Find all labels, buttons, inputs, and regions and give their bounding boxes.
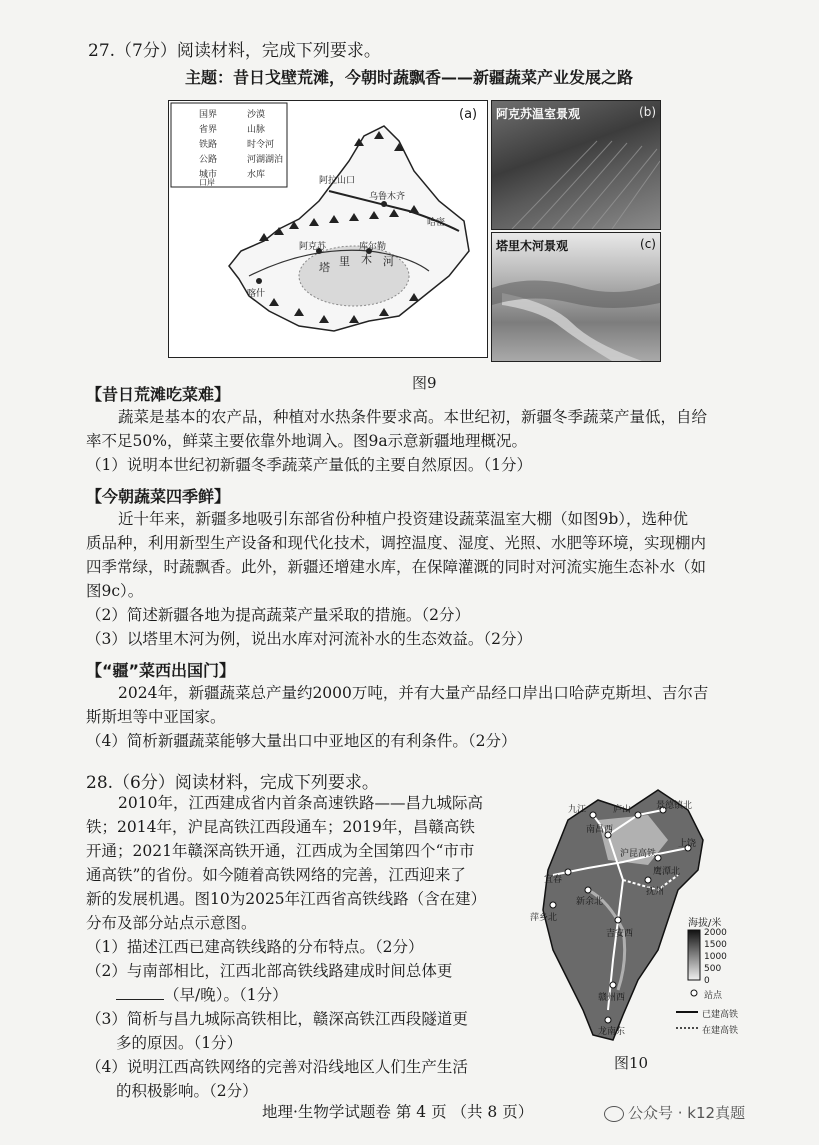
legend-station-dot <box>691 990 697 996</box>
q27-header: 27.（7分）阅读材料，完成下列要求。 <box>88 41 381 61</box>
label-mu: 木 <box>361 253 372 266</box>
legend-railway: 铁路 <box>199 140 218 150</box>
q28-question-3-line2: 多的原因。（1分） <box>116 1034 243 1052</box>
q28-question-4-line1: （4）说明江西高铁网络的完善对沿线地区人们生产生活 <box>86 1058 468 1076</box>
legend-reservoir: 水库 <box>247 170 266 180</box>
legend-province: 省界 <box>199 125 218 135</box>
q28-question-4-line2: 的积极影响。（2分） <box>116 1082 258 1100</box>
elev-tick-1000: 1000 <box>704 952 727 962</box>
station-jiujiang: 九江 <box>568 805 587 815</box>
elev-tick-2000: 2000 <box>704 928 727 938</box>
q28-header: 28.（6分）阅读材料，完成下列要求。 <box>86 773 379 793</box>
q27-sec2-line4: 图9c）。 <box>86 582 144 600</box>
q28-question-3-line1: （3）简析与昌九城际高铁相比，赣深高铁江西段隧道更 <box>86 1010 468 1028</box>
legend-elevation-title: 海拔/米 <box>688 918 722 929</box>
label-li: 里 <box>339 255 350 268</box>
legend-built-label: 已建高铁 <box>702 1010 739 1020</box>
figure-9a-map <box>168 100 488 358</box>
q27-sec1-line2: 率不足50%，鲜菜主要依靠外地调入。图9a示意新疆地理概况。 <box>86 432 528 450</box>
elev-tick-0: 0 <box>704 976 710 986</box>
label-hukun-rail: 沪昆高铁 <box>620 849 657 859</box>
q27-question-1: （1）说明本世纪初新疆冬季蔬菜产量低的主要自然原因。（1分） <box>86 456 532 474</box>
label-urumqi: 乌鲁木齐 <box>369 192 406 202</box>
q28-question-2-line1: （2）与南部相比，江西北部高铁线路建成时间总体更 <box>86 962 453 980</box>
legend-border: 国界 <box>199 110 218 120</box>
page-footer: 地理·生物学试题卷 第 4 页 （共 8 页） <box>262 1103 534 1121</box>
q28-line2: 铁；2014年，沪昆高铁江西段通车；2019年，昌赣高铁 <box>86 818 475 836</box>
label-alashankou: 阿拉山口 <box>319 176 356 186</box>
station-jian: 吉安西 <box>606 929 634 939</box>
label-aksu: 阿克苏 <box>299 242 327 252</box>
wechat-icon <box>604 1106 624 1122</box>
q28-line1: 2010年，江西建成省内首条高速铁路——昌九城际高 <box>118 794 483 812</box>
label-he: 河 <box>383 255 394 268</box>
panel-a-label: (a) <box>459 107 478 122</box>
q28-line3: 开通；2021年赣深高铁开通，江西成为全国第四个“市市 <box>86 842 475 860</box>
legend-building-label: 在建高铁 <box>702 1026 739 1036</box>
elevation-scale <box>688 930 700 980</box>
label-hami: 哈密 <box>427 218 446 228</box>
panel-c-label: (c) <box>640 237 656 251</box>
station-jingdezhen: 景德镇北 <box>656 801 693 811</box>
q28-question-1: （1）描述江西已建高铁线路的分布特点。（2分） <box>86 938 424 956</box>
q27-sec1-heading: 【昔日荒滩吃菜难】 <box>86 385 231 404</box>
q27-sec2-line2: 质品种，利用新型生产设备和现代化技术，调控温度、湿度、光照、水肥等环境，实现棚内 <box>86 534 707 552</box>
station-yingtan: 鹰潭北 <box>653 867 681 877</box>
kashgar-dot <box>256 278 262 284</box>
station-ganzhou: 赣州西 <box>598 993 626 1003</box>
station-yichun: 宜春 <box>544 875 563 885</box>
q28-line5: 新的发展机遇。图10为2025年江西省高铁线路（含在建） <box>86 890 487 908</box>
q27-theme-title: 主题：昔日戈壁荒滩，今朝时蔬飘香——新疆蔬菜产业发展之路 <box>185 68 634 87</box>
figure-10-caption: 图10 <box>614 1054 649 1072</box>
legend-road: 公路 <box>199 155 218 165</box>
panel-b-label: (b) <box>639 105 656 119</box>
q27-sec2-line3: 四季常绿，时蔬飘香。此外，新疆还增建水库，在保障灌溉的同时对河流实施生态补水（如 <box>86 558 707 576</box>
q27-sec1-line1: 蔬菜是基本的农产品，种植对水热条件要求高。本世纪初，新疆冬季蔬菜产量低，自给 <box>118 408 708 426</box>
q28-question-2-line2: （早/晚）。（1分） <box>116 982 288 1008</box>
station-xinyu: 新余北 <box>576 897 604 907</box>
legend-mountain: 山脉 <box>247 125 266 135</box>
station-nanchangxi: 南昌西 <box>586 825 614 835</box>
legend-port: 口岸 <box>199 178 215 187</box>
legend-seasonal-river: 时令河 <box>247 140 275 150</box>
q28-line4: 通高铁”的省份。如今随着高铁网络的完善，江西迎来了 <box>86 866 466 884</box>
station-lushan: 庐山 <box>613 805 632 815</box>
answer-blank[interactable] <box>116 985 164 1000</box>
label-ta: 塔 <box>319 261 330 274</box>
figure-9b-photo <box>491 100 661 230</box>
elev-tick-1500: 1500 <box>704 940 727 950</box>
q27-sec2-heading: 【今朝蔬菜四季鲜】 <box>86 487 231 506</box>
label-korla: 库尔勒 <box>359 242 387 252</box>
station-shangrao: 上饶 <box>678 839 697 849</box>
legend-lake: 河湖湖泊 <box>247 155 284 165</box>
figure-10-map <box>528 780 750 1048</box>
q27-question-2: （2）简述新疆各地为提高蔬菜产量采取的措施。（2分） <box>86 606 470 624</box>
q27-question-4: （4）简析新疆蔬菜能够大量出口中亚地区的有利条件。（2分） <box>86 732 517 750</box>
figure-9-caption: 图9 <box>412 374 437 392</box>
q27-question-3: （3）以塔里木河为例，说出水库对河流补水的生态效益。（2分） <box>86 630 532 648</box>
photo-c-label: 塔里木河景观 <box>496 239 569 253</box>
photo-b-label: 阿克苏温室景观 <box>496 107 581 121</box>
q27-sec3-heading: 【“疆”菜西出国门】 <box>86 661 236 680</box>
figure-9c-photo <box>491 232 661 362</box>
q27-sec3-line1: 2024年，新疆蔬菜总产量约2000万吨，并有大量产品经口岸出口哈萨克斯坦、吉尔吉 <box>118 684 709 702</box>
elev-tick-500: 500 <box>704 964 722 974</box>
legend-station-label: 站点 <box>704 991 723 1001</box>
station-pingxiang: 萍乡北 <box>530 913 558 923</box>
station-fuzhou: 抚州 <box>646 887 665 897</box>
label-kashgar: 喀什 <box>247 289 266 299</box>
legend-desert: 沙漠 <box>247 110 266 120</box>
q28-line6: 分布及部分站点示意图。 <box>86 914 257 932</box>
station-longnan: 龙南东 <box>598 1027 626 1037</box>
legend-city: 城市 <box>199 170 218 180</box>
watermark: 公众号 · k12真题 <box>604 1102 745 1123</box>
q27-sec3-line2: 斯斯坦等中亚国家。 <box>86 708 226 726</box>
q27-sec2-line1: 近十年来，新疆多地吸引东部省份种植户投资建设蔬菜温室大棚（如图9b），选种优 <box>118 510 689 528</box>
